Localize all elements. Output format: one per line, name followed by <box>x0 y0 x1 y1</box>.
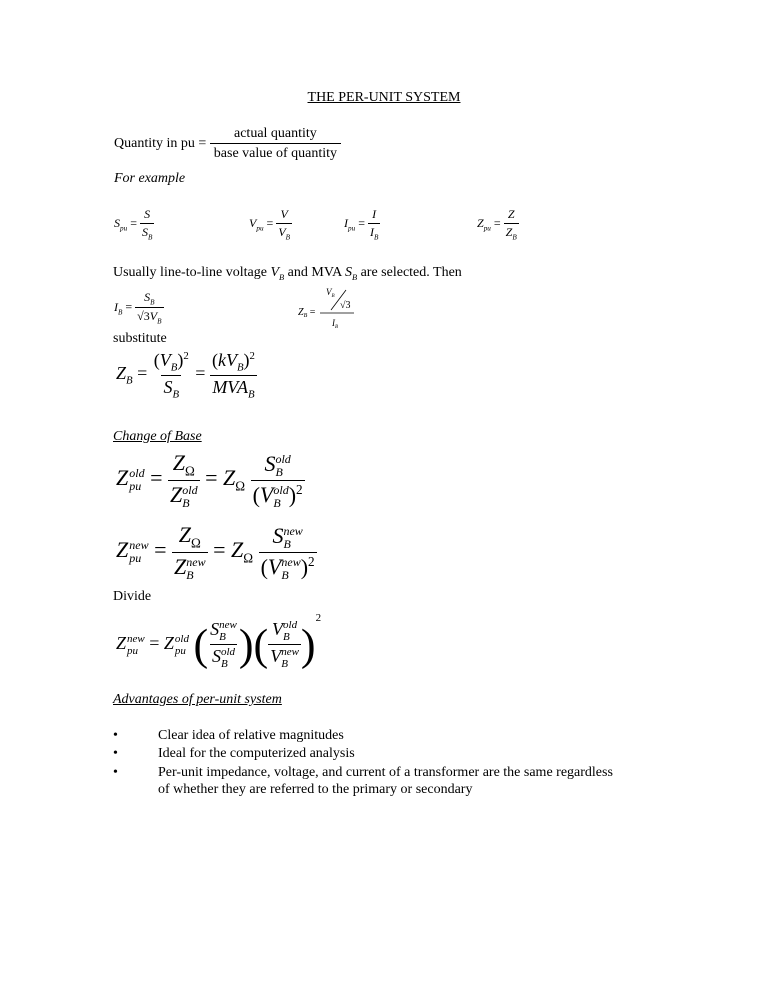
z-pu-new-formula: Z new pu = $Z_\Omega$ Z new B = $Z_\Omega$ S new B (V new B )$^2$ <box>116 522 315 583</box>
definition-fraction <box>210 126 341 162</box>
advantage-item-1: Clear idea of relative magnitudes <box>158 728 344 743</box>
page-title: THE PER-UNIT SYSTEM <box>307 90 461 105</box>
advantage-item-2: Ideal for the computerized analysis <box>158 746 355 761</box>
i-pu-formula: $I_{pu}$ = $\frac{I}{I_B}$ <box>344 207 379 242</box>
selection-sentence: Usually line-to-line voltage $V_B$ and MVA $S_B$ are selected. Then <box>113 265 462 282</box>
definition-numerator: actual quantity <box>234 126 317 141</box>
change-of-base-heading: Change of Base <box>113 429 202 444</box>
svg-text:VB: $V_B$ <box>326 287 335 299</box>
z-pu-formula: $Z_{pu}$ = $\frac{Z}{Z_B}$ <box>477 207 517 242</box>
z-pu-conversion-formula: Z new pu = Z old pu ( S new B S old B )( V old B V new B )$^2$ <box>116 612 322 671</box>
definition-denominator: base value of quantity <box>210 143 341 162</box>
svg-text:IB: $I_B$ <box>332 318 339 329</box>
z-base-formula <box>296 283 366 329</box>
for-example-label: For example <box>114 171 186 186</box>
v-pu-formula: $V_{pu}$ = $\frac{V}{V_B}$ <box>249 207 291 242</box>
advantage-item-3: Per-unit impedance, voltage, and current of a transformer are the same regardless <box>158 765 613 780</box>
advantage-item-3-continued: of whether they are referred to the primary or secondary <box>158 782 473 797</box>
svg-text:√3: √3 <box>340 300 351 311</box>
i-base-formula: $I_B$ = $\frac{S_B}{√3V_B}$ <box>114 290 162 326</box>
z-base-substitution: $Z_B$ = $\frac{(V_B)^2}{S_B}$ = $\frac{(kV_B)^2}{MVA_B}$ <box>116 350 255 401</box>
advantages-heading: Advantages of per-unit system <box>113 692 282 707</box>
s-pu-formula: $S_{pu}$ = $\frac{S}{S_B}$ <box>114 207 153 242</box>
svg-text:ZB =: $Z_B$ = <box>298 307 316 319</box>
divide-label: Divide <box>113 589 152 604</box>
pu-definition-equation <box>114 126 341 162</box>
bullet-3: • <box>113 765 118 780</box>
z-pu-old-formula: Z old pu = $Z_\Omega$ Z old B = $Z_\Omega$ S old B (V old B )$^2$ <box>116 450 303 511</box>
bullet-2: • <box>113 746 118 761</box>
definition-lhs: Quantity in pu = <box>114 136 207 152</box>
substitute-label: substitute <box>113 331 167 346</box>
bullet-1: • <box>113 728 118 743</box>
